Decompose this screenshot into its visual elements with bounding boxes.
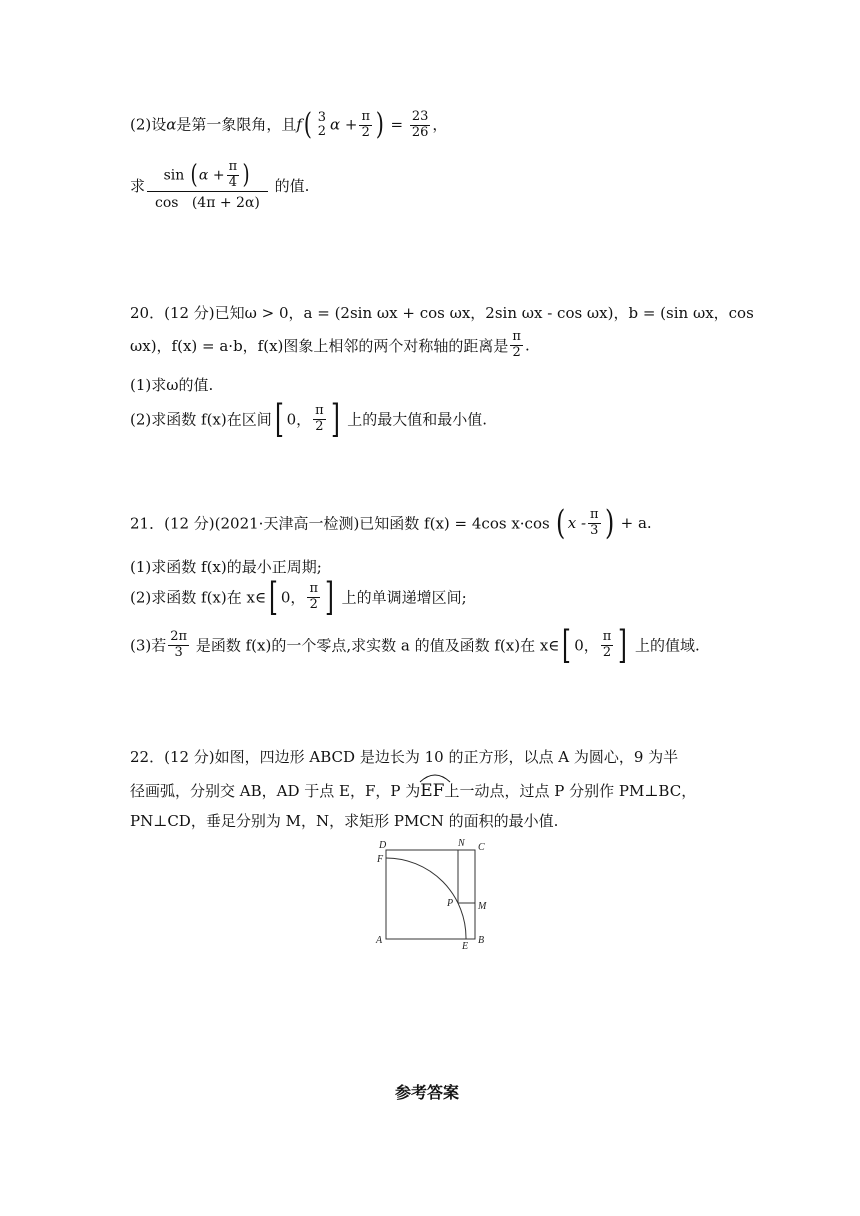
q22-line1: 22．(12 分)如图，四边形 ABCD 是边长为 10 的正方形，以点 A 为圆心，9 为半 — [130, 748, 679, 766]
coef-fraction: 3 2 — [317, 109, 326, 140]
q20-part2: (2)求函数 f(x)在区间[ 0， $\frac{\pi}{2}$ ] 上的最大值和最小值. — [130, 397, 488, 441]
q19-mid-text: 是第一象限角，且 — [176, 115, 297, 134]
q19-ask: 求 — [130, 176, 146, 195]
q22-line2: 径画弧，分别交 AB，AD 于点 E，F，P 为 EF上一动点，过点 P 分别作 PM⊥BC， — [130, 780, 696, 801]
label-c: C — [478, 842, 485, 853]
label-b: B — [478, 935, 485, 946]
right-bracket: ] — [330, 397, 340, 441]
big-fraction: sin ( α + $\frac{\pi}{4}$ ) cos (4π + 2α) — [147, 160, 268, 211]
right-paren: ) — [375, 107, 384, 143]
cos-label: cos — [155, 194, 179, 211]
left-paren: ( — [303, 107, 312, 143]
alpha-symbol: α — [166, 115, 177, 134]
rect-pmcn — [458, 850, 475, 903]
answer-title: 参考答案 — [395, 1083, 460, 1102]
square-figure — [372, 836, 492, 952]
q19-prefix: (2)设 — [130, 115, 167, 134]
pi-over-2: $\frac{\pi}{2}$ — [512, 329, 521, 360]
label-d: D — [379, 840, 387, 851]
q19-part2-line2 — [130, 160, 309, 211]
label-a: A — [376, 935, 383, 946]
pi-over-2: $\frac{\pi}{2}$ — [361, 109, 370, 140]
arc-ef: EF — [420, 781, 444, 801]
q22-line3: PN⊥CD，垂足分别为 M，N，求矩形 PMCN 的面积的最小值. — [130, 812, 559, 830]
q21-line1: 21．(12 分)(2021·天津高一检测)已知函数 f(x) = 4cos x·cos ( x - $\frac{\pi}{3}$ ) + a. — [130, 503, 652, 543]
comma: ， — [432, 115, 448, 134]
label-m: M — [478, 901, 487, 912]
q19-part2-line1 — [130, 107, 448, 143]
q21-part3: (3)若 $\frac{2\pi}{3}$ 是函数 f(x)的一个零点,求实数 a 的值及函数 f(x)在 x∈[ 0， $\frac{\pi}{2}$ ] 上的值域. — [130, 623, 700, 667]
label-p: P — [447, 898, 454, 909]
left-bracket: [ — [274, 397, 284, 441]
equals-sign: = — [390, 115, 404, 134]
q19-suffix: 的值. — [274, 176, 310, 195]
sin-label: sin — [163, 167, 185, 184]
label-n: N — [458, 838, 465, 849]
q20-part1: (1)求ω的值. — [130, 376, 214, 394]
arg-plus: α + — [329, 115, 358, 134]
q21-part1: (1)求函数 f(x)的最小正周期; — [130, 558, 322, 576]
q20-line2: ωx)，f(x) = a·b，f(x)图象上相邻的两个对称轴的距离是 $\frac{\pi}{2}$ . — [130, 329, 530, 360]
q21-part2: (2)求函数 f(x)在 x∈[ 0， $\frac{\pi}{2}$ ] 上的单调递增区间; — [130, 575, 467, 619]
arc-ef-curve — [386, 858, 466, 939]
q20-line1: 20．(12 分)已知ω > 0，a = (2sin ωx + cos ωx，2sin ωx - cos ωx)，b = (sin ωx，cos — [130, 304, 754, 322]
label-e: E — [462, 941, 469, 952]
label-f: F — [377, 854, 384, 865]
square-abcd — [386, 850, 475, 939]
f-symbol: f — [296, 115, 302, 134]
value-fraction: $\frac{23}{26}$ — [411, 109, 429, 140]
